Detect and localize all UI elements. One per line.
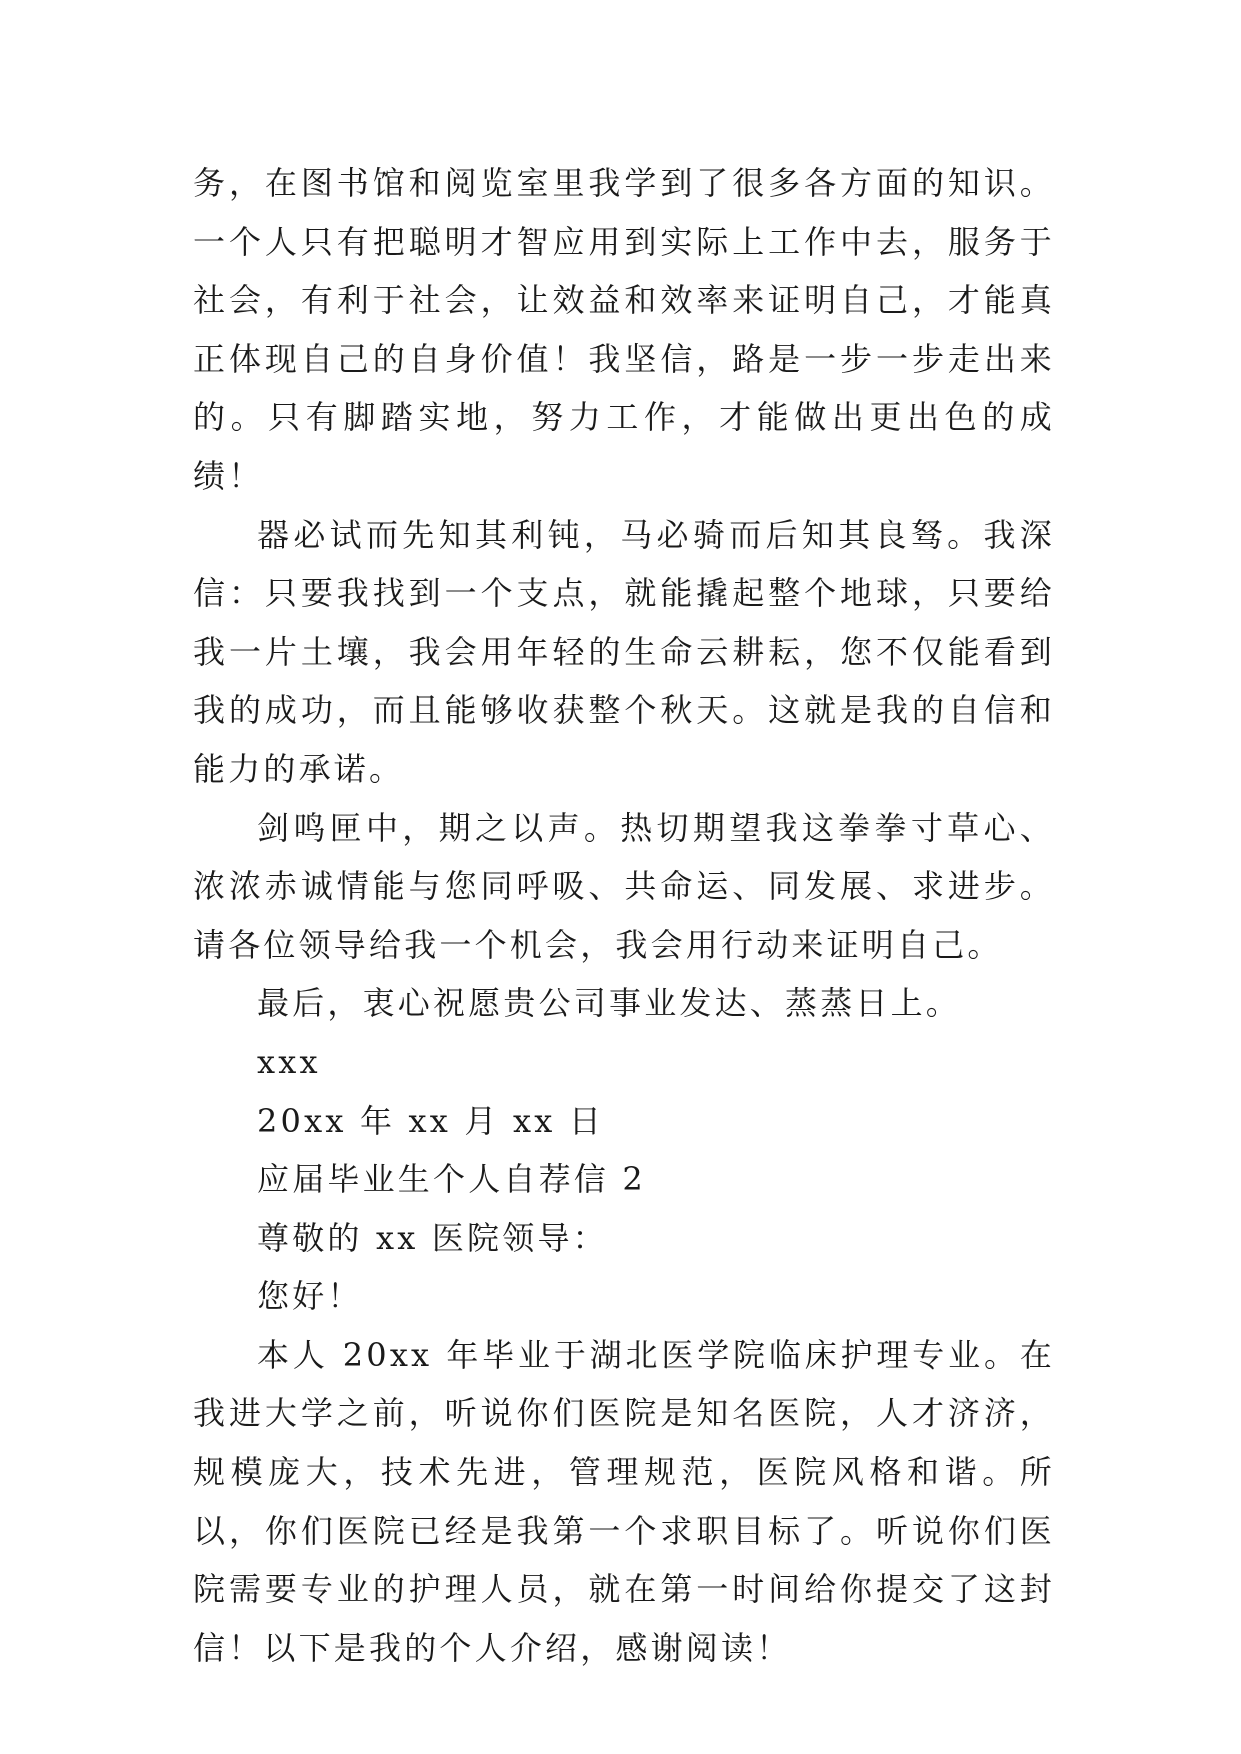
paragraph-introduction: 本人 20xx 年毕业于湖北医学院临床护理专业。在我进大学之前，听说你们医院是知名医院，人才济济，规模庞大，技术先进，管理规范，医院风格和谐。所以，你们医院已经是我第一个求职目标了。听说你们医院需要专业的护理人员，就在第一时间给你提交了这封信！以下是我的个人介绍，感谢阅读！ (193, 1335, 1055, 1667)
paragraph-final-wishes: 最后，衷心祝愿贵公司事业发达、蒸蒸日上。 (257, 984, 962, 1023)
greeting: 您好！ (257, 1277, 363, 1316)
paragraph-expectation: 剑鸣匣中，期之以声。热切期望我这拳拳寸草心、浓浓赤诚情能与您同呼吸、共命运、同发展、求进步。请各位领导给我一个机会，我会用行动来证明自己。 (193, 808, 1055, 964)
paragraph-closing-remarks: 务，在图书馆和阅览室里我学到了很多各方面的知识。一个人只有把聪明才智应用到实际上工作中去，服务于社会，有利于社会，让效益和效率来证明自己，才能真正体现自己的自身价值！我坚信，路是一步一步走出来的。只有脚踏实地，努力工作，才能做出更出色的成绩！ (193, 164, 1055, 495)
section-title: 应届毕业生个人自荐信 2 (257, 1160, 646, 1199)
paragraph-confidence: 器必试而先知其利钝，马必骑而后知其良驽。我深信：只要我找到一个支点，就能撬起整个地球，只要给我一片土壤，我会用年轻的生命云耕耘，您不仅能看到我的成功，而且能够收获整个秋天。这就是我的自信和能力的承诺。 (193, 515, 1055, 788)
signature-date: 20xx 年 xx 月 xx 日 (257, 1101, 605, 1140)
salutation: 尊敬的 xx 医院领导： (257, 1218, 608, 1257)
signature-name: xxx (257, 1042, 321, 1081)
letter-body (193, 154, 1055, 1677)
